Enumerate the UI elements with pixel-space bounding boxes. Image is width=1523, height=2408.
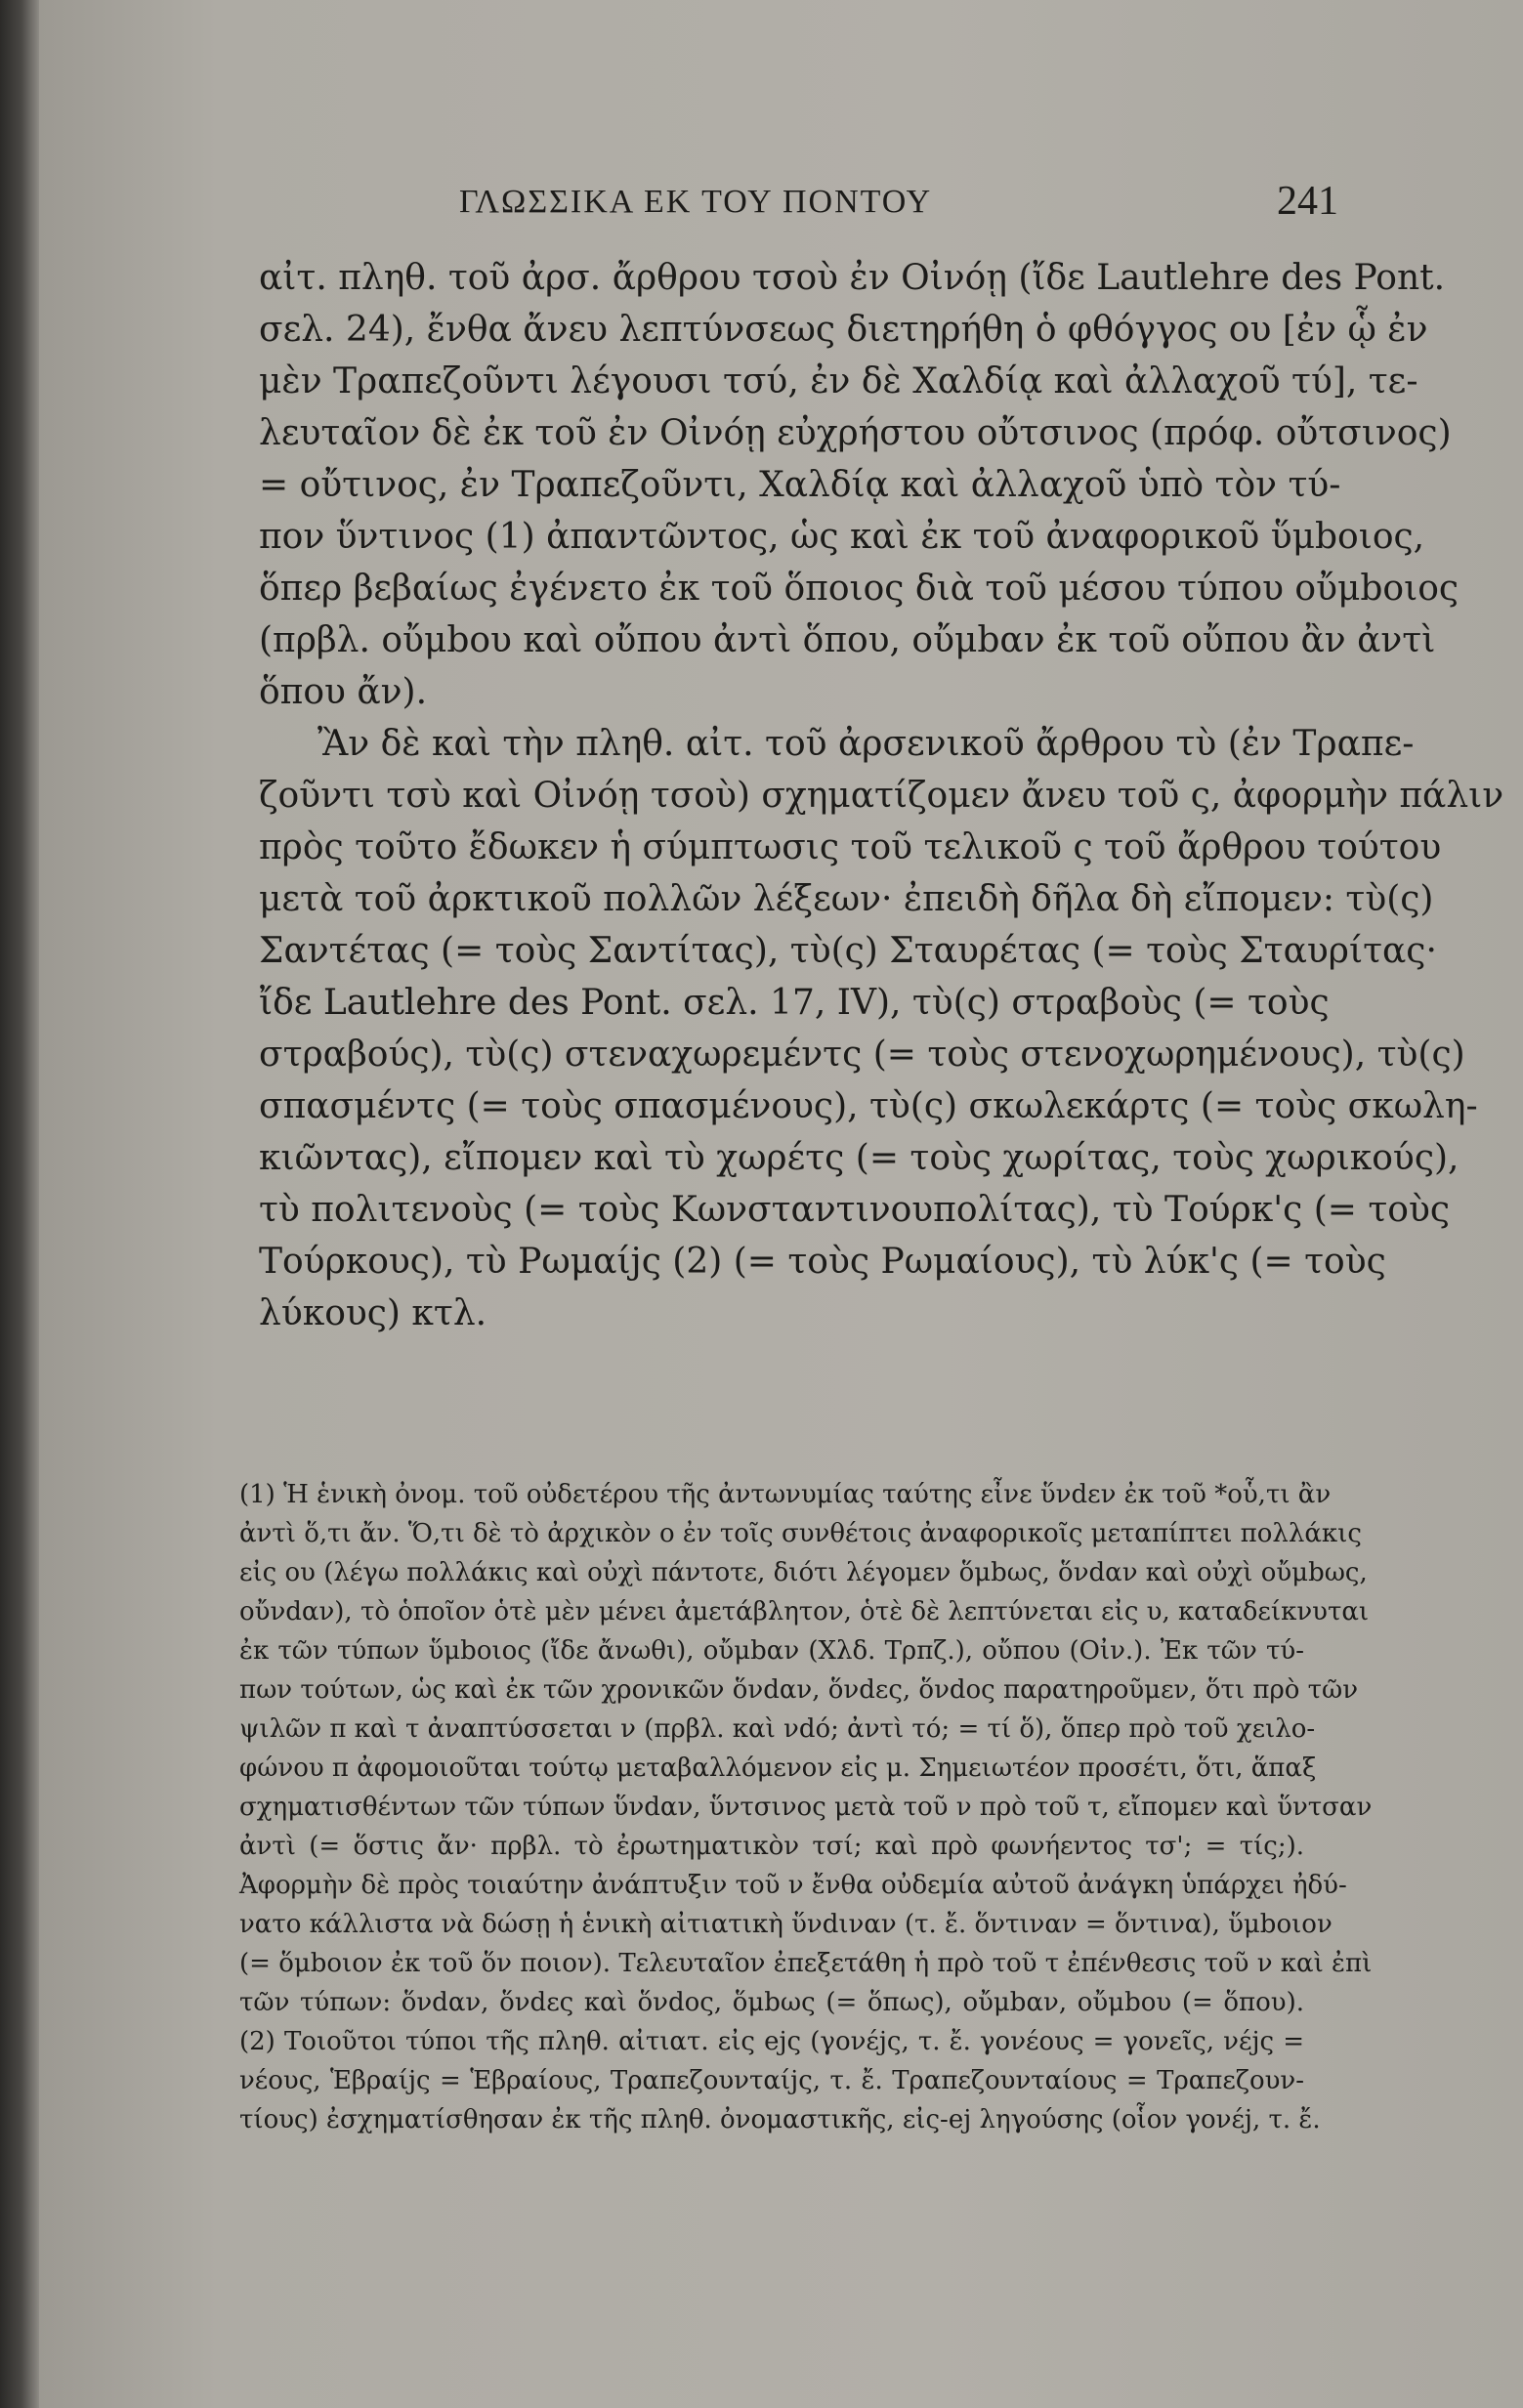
footnote-line: Ἀφορμὴν δὲ πρὸς τοιαύτην ἀνάπτυξιν τοῦ ν ἔνθα οὐδεμία αὐτοῦ ἀνάγκη ὑπάρχει ἠδύ-: [239, 1871, 1347, 1900]
text-line: Τούρκους), τὺ Ρωμαίjς (2) (= τοὺς Ρωμαίους), τὺ λύκ'ς (= τοὺς: [259, 1242, 1386, 1282]
text-line: λύκους) κτλ.: [259, 1293, 487, 1333]
text-line: μετὰ τοῦ ἀρκτικοῦ πολλῶν λέξεων· ἐπειδὴ δῆλα δὴ εἴπομεν: τὺ(ς): [259, 879, 1434, 919]
footnote-line: εἰς ου (λέγω πολλάκις καὶ οὐχὶ πάντοτε, διότι λέγομεν ὅμbως, ὅνdαν καὶ οὐχὶ οὔμbως,: [239, 1558, 1368, 1587]
text-line: κιῶντας), εἴπομεν καὶ τὺ χωρέτς (= τοὺς χωρίτας, τοὺς χωρικούς),: [259, 1138, 1460, 1178]
text-line: ὅπου ἄν).: [259, 672, 428, 712]
footnote-line: φώνου π ἀφομοιοῦται τούτῳ μεταβαλλόμενον εἰς μ. Σημειωτέον προσέτι, ὅτι, ἅπαξ: [239, 1753, 1317, 1783]
footnote-line: (= ὅμbοιον ἐκ τοῦ ὅν ποιον). Τελευταῖον ἐπεξετάθη ἡ πρὸ τοῦ τ ἐπένθεσις τοῦ ν καὶ ἐπὶ: [239, 1949, 1373, 1978]
footnote-line: (1) Ἡ ἑνικὴ ὀνομ. τοῦ οὐδετέρου τῆς ἀντωνυμίας ταύτης εἶνε ὕνdεν ἐκ τοῦ *οὗ,τι ἂν: [239, 1480, 1332, 1509]
footnotes: [239, 1475, 1373, 2139]
text-line: Ἂν δὲ καὶ τὴν πληθ. αἰτ. τοῦ ἀρσενικοῦ ἄρθρου τὺ (ἐν Τραπε-: [317, 724, 1415, 764]
book-page: [39, 0, 1523, 2408]
page-number: 241: [1277, 179, 1338, 224]
page-header: [459, 179, 1338, 232]
footnote-line: ἐκ τῶν τύπων ὕμbοιος (ἴδε ἄνωθι), οὔμbαν (Χλδ. Τρπζ.), οὔπου (Οἰν.). Ἐκ τῶν τύ-: [239, 1636, 1304, 1666]
text-line: λευταῖον δὲ ἐκ τοῦ ἐν Οἰνόῃ εὐχρήστου οὔτσινος (πρόφ. οὔτσινος): [259, 413, 1452, 453]
text-line: σπασμέντς (= τοὺς σπασμένους), τὺ(ς) σκωλεκάρτς (= τοὺς σκωλη-: [259, 1086, 1478, 1126]
text-line: ζοῦντι τσὺ καὶ Οἰνόῃ τσοὺ) σχηματίζομεν ἄνευ τοῦ ς, ἀφορμὴν πάλιν: [259, 776, 1504, 816]
footnote-line: τῶν τύπων: ὅνdαν, ὅνdες καὶ ὅνdος, ὅμbως (= ὅπως), οὔμbαν, οὔμbου (= ὅπου).: [239, 1988, 1304, 2017]
book-spine-shadow: [0, 0, 39, 2408]
text-line: τὺ πολιτενοὺς (= τοὺς Κωνσταντινουπολίτας), τὺ Τούρκ'ς (= τοὺς: [259, 1190, 1451, 1230]
text-line: (πρβλ. οὔμbου καὶ οὔπου ἀντὶ ὅπου, οὔμbαν ἐκ τοῦ οὔπου ἂν ἀντὶ: [259, 620, 1436, 660]
footnote-line: νατο κάλλιστα νὰ δώσῃ ἡ ἑνικὴ αἰτιατικὴ ὕνdιναν (τ. ἔ. ὅντιναν = ὅντινα), ὕμbοιον: [239, 1910, 1333, 1939]
main-text: [259, 252, 1504, 1339]
text-line: Σαντέτας (= τοὺς Σαντίτας), τὺ(ς) Σταυρέτας (= τοὺς Σταυρίτας·: [259, 931, 1437, 971]
text-line: μὲν Τραπεζοῦντι λέγουσι τσύ, ἐν δὲ Χαλδίᾳ καὶ ἀλλαχοῦ τύ], τε-: [259, 361, 1418, 401]
text-line: στραβούς), τὺ(ς) στεναχωρεμέντς (= τοὺς στενοχωρημένους), τὺ(ς): [259, 1035, 1465, 1075]
text-line: σελ. 24), ἔνθα ἄνευ λεπτύνσεως διετηρήθη ὁ φθόγγος ου [ἐν ᾧ ἐν: [259, 310, 1428, 350]
running-head: ΓΛΩΣΣΙΚΑ ΕΚ ΤΟΥ ΠΟΝΤΟΥ: [459, 184, 933, 220]
text-line: ἴδε Lautlehre des Pont. σελ. 17, IV), τὺ(ς) στραβοὺς (= τοὺς: [259, 983, 1330, 1023]
text-line: ὅπερ βεβαίως ἐγένετο ἐκ τοῦ ὅποιος διὰ τοῦ μέσου τύπου οὔμbοιος: [259, 569, 1460, 609]
footnote-line: οὔνdαν), τὸ ὁποῖον ὁτὲ μὲν μένει ἀμετάβλητον, ὁτὲ δὲ λεπτύνεται εἰς υ, καταδείκνυται: [239, 1597, 1370, 1626]
footnote-line: ἀντὶ ὅ,τι ἄν. Ὅ,τι δὲ τὸ ἀρχικὸν ο ἐν τοῖς συνθέτοις ἀναφορικοῖς μεταπίπτει πολλάκις: [239, 1519, 1362, 1548]
footnote-line: ψιλῶν π καὶ τ ἀναπτύσσεται ν (πρβλ. καὶ νdό; ἀντὶ τό; = τί ὅ), ὅπερ πρὸ τοῦ χειλο-: [239, 1714, 1316, 1744]
footnote-line: ἀντὶ (= ὅστις ἄν· πρβλ. τὸ ἐρωτηματικὸν τσί; καὶ πρὸ φωνήεντος τσ'; = τίς;).: [239, 1832, 1304, 1861]
footnote-line: (2) Τοιοῦτοι τύποι τῆς πληθ. αἰτιατ. εἰς ejς (γονέjς, τ. ἔ. γονέους = γονεῖς, νέjς =: [239, 2027, 1304, 2056]
text-line: πρὸς τοῦτο ἔδωκεν ἡ σύμπτωσις τοῦ τελικοῦ ς τοῦ ἄρθρου τούτου: [259, 827, 1442, 867]
footnote-line: πων τούτων, ὡς καὶ ἐκ τῶν χρονικῶν ὅνdαν, ὅνdες, ὅνdος παρατηροῦμεν, ὅτι πρὸ τῶν: [239, 1675, 1359, 1705]
text-line: πον ὕντινος (1) ἀπαντῶντος, ὡς καὶ ἐκ τοῦ ἀναφορικοῦ ὕμbοιος,: [259, 517, 1425, 557]
text-line: = οὔτινος, ἐν Τραπεζοῦντι, Χαλδίᾳ καὶ ἀλλαχοῦ ὑπὸ τὸν τύ-: [259, 465, 1341, 505]
text-line: αἰτ. πληθ. τοῦ ἀρσ. ἄρθρου τσοὺ ἐν Οἰνόῃ (ἴδε Lautlehre des Pont.: [259, 258, 1446, 298]
footnote-line: σχηματισθέντων τῶν τύπων ὕνdαν, ὕντσινος μετὰ τοῦ ν πρὸ τοῦ τ, εἴπομεν καὶ ὕντσαν: [239, 1793, 1373, 1822]
footnote-line: τίους) ἐσχηματίσθησαν ἐκ τῆς πληθ. ὀνομαστικῆς, εἰς-ej ληγούσης (οἷον γονέj, τ. ἔ.: [239, 2105, 1321, 2134]
footnote-line: νέους, Ἑβραίjς = Ἑβραίους, Τραπεζουνταίjς, τ. ἔ. Τραπεζουνταίους = Τραπεζουν-: [239, 2066, 1304, 2095]
